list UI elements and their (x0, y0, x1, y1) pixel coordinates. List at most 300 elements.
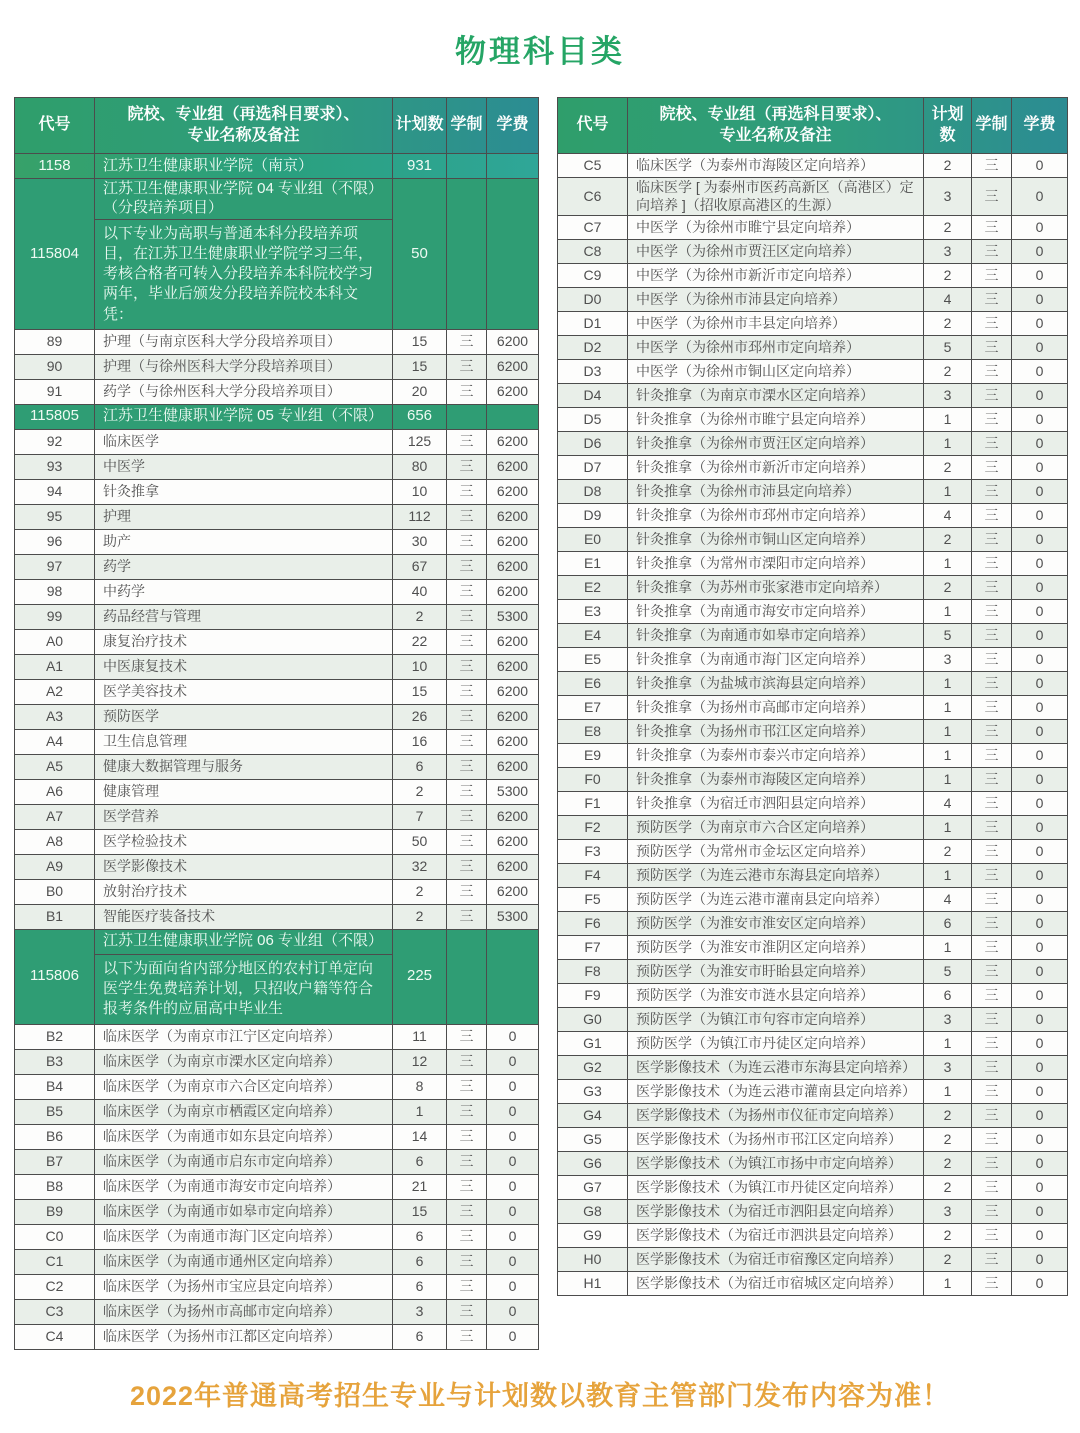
plan-cell: 26 (393, 704, 447, 729)
code-cell: G9 (558, 1224, 628, 1248)
plan-cell: 3 (924, 1008, 972, 1032)
fee-cell: 0 (1012, 840, 1068, 864)
plan-cell: 15 (393, 354, 447, 379)
name-cell: 临床医学（为南京市江宁区定向培养） (95, 1024, 393, 1049)
major-row (15, 1149, 539, 1174)
fee-cell: 0 (1012, 528, 1068, 552)
duration-cell: 三 (972, 480, 1012, 504)
fee-cell: 0 (1012, 744, 1068, 768)
plan-cell: 8 (393, 1074, 447, 1099)
major-row (15, 1024, 539, 1049)
major-row (15, 1299, 539, 1324)
code-cell: 96 (15, 529, 95, 554)
plan-cell: 80 (393, 454, 447, 479)
major-row (558, 288, 1068, 312)
name-cell: 中医学（为徐州市铜山区定向培养） (628, 360, 924, 384)
col-header-fee: 学费 (1012, 98, 1068, 154)
duration-cell: 三 (972, 792, 1012, 816)
major-row (558, 600, 1068, 624)
name-cell: 临床医学（为南通市如皋市定向培养） (95, 1199, 393, 1224)
plan-cell: 4 (924, 888, 972, 912)
fee-cell (487, 179, 539, 330)
name-cell: 临床医学（为南京市溧水区定向培养） (95, 1049, 393, 1074)
plan-cell: 1 (924, 936, 972, 960)
major-row (15, 1174, 539, 1199)
plan-cell: 2 (924, 456, 972, 480)
plan-cell: 3 (924, 648, 972, 672)
name-cell: 预防医学（为淮安市涟水县定向培养） (628, 984, 924, 1008)
fee-cell: 6200 (487, 529, 539, 554)
major-row (558, 1032, 1068, 1056)
fee-cell (487, 154, 539, 179)
code-cell: 98 (15, 579, 95, 604)
fee-cell: 6200 (487, 579, 539, 604)
duration-cell: 三 (972, 816, 1012, 840)
code-cell: C4 (15, 1324, 95, 1349)
duration-cell: 三 (447, 704, 487, 729)
duration-cell: 三 (447, 679, 487, 704)
duration-cell: 三 (972, 1056, 1012, 1080)
fee-cell: 0 (1012, 154, 1068, 178)
name-cell: 医学影像技术（为连云港市东海县定向培养） (628, 1056, 924, 1080)
duration-cell: 三 (972, 552, 1012, 576)
major-row (558, 408, 1068, 432)
name-cell: 针灸推拿（为南通市如皋市定向培养） (628, 624, 924, 648)
fee-cell: 0 (1012, 240, 1068, 264)
major-row (558, 480, 1068, 504)
code-cell: C1 (15, 1249, 95, 1274)
code-cell: D8 (558, 480, 628, 504)
duration-cell: 三 (972, 1128, 1012, 1152)
fee-cell: 5300 (487, 779, 539, 804)
plan-cell: 32 (393, 854, 447, 879)
duration-cell: 三 (972, 960, 1012, 984)
name-cell: 针灸推拿（为苏州市张家港市定向培养） (628, 576, 924, 600)
plan-cell: 3 (924, 240, 972, 264)
duration-cell: 三 (447, 554, 487, 579)
name-cell: 中医康复技术 (95, 654, 393, 679)
name-cell: 护理 (95, 504, 393, 529)
major-row (558, 384, 1068, 408)
fee-cell: 0 (1012, 816, 1068, 840)
plan-cell: 2 (924, 264, 972, 288)
fee-cell: 0 (1012, 984, 1068, 1008)
header-row (558, 98, 1068, 154)
group-row (15, 929, 539, 954)
code-cell: 95 (15, 504, 95, 529)
fee-cell: 0 (487, 1124, 539, 1149)
fee-cell: 6200 (487, 354, 539, 379)
code-cell: B4 (15, 1074, 95, 1099)
fee-cell: 6200 (487, 804, 539, 829)
col-header-plan: 计划数 (393, 98, 447, 154)
duration-cell: 三 (972, 240, 1012, 264)
major-row (558, 432, 1068, 456)
name-cell: 江苏卫生健康职业学院 05 专业组（不限） (95, 404, 393, 429)
fee-cell: 6200 (487, 554, 539, 579)
duration-cell: 三 (972, 840, 1012, 864)
code-cell: G1 (558, 1032, 628, 1056)
name-cell: 针灸推拿（为扬州市邗江区定向培养） (628, 720, 924, 744)
code-cell: E8 (558, 720, 628, 744)
duration-cell: 三 (972, 154, 1012, 178)
code-cell: D6 (558, 432, 628, 456)
col-header-duration: 学制 (447, 98, 487, 154)
fee-cell: 0 (1012, 360, 1068, 384)
name-cell: 医学检验技术 (95, 829, 393, 854)
fee-cell: 0 (1012, 552, 1068, 576)
duration-cell: 三 (447, 1124, 487, 1149)
fee-cell: 0 (1012, 1056, 1068, 1080)
duration-cell: 三 (972, 936, 1012, 960)
code-cell: D9 (558, 504, 628, 528)
plan-cell: 6 (924, 912, 972, 936)
major-row (15, 679, 539, 704)
duration-cell: 三 (972, 384, 1012, 408)
plan-cell: 50 (393, 179, 447, 330)
fee-cell: 0 (1012, 480, 1068, 504)
code-cell: G2 (558, 1056, 628, 1080)
code-cell: F9 (558, 984, 628, 1008)
plan-cell: 2 (393, 879, 447, 904)
major-row (558, 936, 1068, 960)
fee-cell: 6200 (487, 379, 539, 404)
plan-cell: 12 (393, 1049, 447, 1074)
major-row (558, 1104, 1068, 1128)
plan-cell: 2 (924, 840, 972, 864)
major-row (558, 1176, 1068, 1200)
code-cell: F3 (558, 840, 628, 864)
plan-cell: 50 (393, 829, 447, 854)
major-row (558, 888, 1068, 912)
plan-cell: 3 (924, 1056, 972, 1080)
fee-cell: 0 (1012, 384, 1068, 408)
fee-cell: 0 (1012, 648, 1068, 672)
major-row (558, 1248, 1068, 1272)
major-row (15, 779, 539, 804)
duration-cell: 三 (972, 888, 1012, 912)
name-cell: 医学影像技术（为宿迁市泗洪县定向培养） (628, 1224, 924, 1248)
code-cell: E5 (558, 648, 628, 672)
code-cell: A8 (15, 829, 95, 854)
duration-cell: 三 (972, 1248, 1012, 1272)
major-row (15, 504, 539, 529)
duration-cell: 三 (972, 1104, 1012, 1128)
name-cell: 智能医疗装备技术 (95, 904, 393, 929)
duration-cell (447, 154, 487, 179)
col-header-main-line1: 院校、专业组（再选科目要求）、 (127, 105, 360, 123)
code-cell: F1 (558, 792, 628, 816)
name-cell: 医学影像技术（为扬州市仪征市定向培养） (628, 1104, 924, 1128)
major-row (558, 744, 1068, 768)
code-cell: F8 (558, 960, 628, 984)
code-cell: 97 (15, 554, 95, 579)
institution-row (15, 154, 539, 179)
fee-cell: 0 (1012, 504, 1068, 528)
major-row (15, 329, 539, 354)
duration-cell: 三 (972, 1200, 1012, 1224)
duration-cell: 三 (972, 336, 1012, 360)
code-cell: B0 (15, 879, 95, 904)
group-note-cell: 以下专业为高职与普通本科分段培养项目，在江苏卫生健康职业学院学习三年，考核合格者可转入分段培养本科院校学习两年，毕业后颁发分段培养院校本科文凭： (95, 219, 393, 329)
fee-cell: 6200 (487, 629, 539, 654)
plan-cell: 2 (924, 1248, 972, 1272)
major-row (15, 604, 539, 629)
code-cell: B8 (15, 1174, 95, 1199)
major-row (15, 654, 539, 679)
major-row (15, 629, 539, 654)
major-row (558, 672, 1068, 696)
major-row (558, 792, 1068, 816)
fee-cell: 0 (487, 1074, 539, 1099)
major-row (15, 529, 539, 554)
major-row (15, 1224, 539, 1249)
plan-cell: 20 (393, 379, 447, 404)
plan-cell: 14 (393, 1124, 447, 1149)
name-cell: 放射治疗技术 (95, 879, 393, 904)
fee-cell: 0 (487, 1324, 539, 1349)
major-row (15, 554, 539, 579)
major-row (15, 704, 539, 729)
code-cell: D3 (558, 360, 628, 384)
code-cell: H0 (558, 1248, 628, 1272)
fee-cell: 0 (1012, 864, 1068, 888)
major-row (558, 768, 1068, 792)
col-header-code: 代号 (15, 98, 95, 154)
name-cell: 临床医学 (95, 429, 393, 454)
code-cell: E2 (558, 576, 628, 600)
duration-cell: 三 (972, 504, 1012, 528)
fee-cell: 0 (1012, 312, 1068, 336)
plan-cell: 125 (393, 429, 447, 454)
duration-cell: 三 (447, 879, 487, 904)
name-cell: 药品经营与管理 (95, 604, 393, 629)
major-row (558, 312, 1068, 336)
fee-cell: 0 (487, 1199, 539, 1224)
name-cell: 医学影像技术（为镇江市丹徒区定向培养） (628, 1176, 924, 1200)
plan-cell: 1 (924, 1272, 972, 1296)
plan-cell: 1 (924, 744, 972, 768)
plan-cell: 1 (924, 720, 972, 744)
duration-cell: 三 (447, 1149, 487, 1174)
duration-cell: 三 (972, 312, 1012, 336)
duration-cell: 三 (447, 1299, 487, 1324)
name-cell: 预防医学（为镇江市句容市定向培养） (628, 1008, 924, 1032)
code-cell: F5 (558, 888, 628, 912)
major-row (15, 429, 539, 454)
code-cell: B3 (15, 1049, 95, 1074)
fee-cell: 0 (1012, 1128, 1068, 1152)
plan-cell: 2 (924, 576, 972, 600)
group-note-cell: 以下为面向省内部分地区的农村订单定向医学生免费培养计划，只招收户籍等符合报考条件的应届高中毕业生 (95, 954, 393, 1024)
name-cell: 预防医学（为镇江市丹徒区定向培养） (628, 1032, 924, 1056)
major-row (558, 154, 1068, 178)
duration-cell: 三 (972, 1152, 1012, 1176)
plan-cell: 5 (924, 624, 972, 648)
plan-cell: 1 (924, 600, 972, 624)
major-row (15, 1249, 539, 1274)
col-header-fee: 学费 (487, 98, 539, 154)
major-row (15, 1324, 539, 1349)
name-cell: 中医学（为徐州市沛县定向培养） (628, 288, 924, 312)
name-cell: 针灸推拿（为常州市溧阳市定向培养） (628, 552, 924, 576)
code-cell: A1 (15, 654, 95, 679)
name-cell: 针灸推拿（为徐州市贾汪区定向培养） (628, 432, 924, 456)
code-cell: E1 (558, 552, 628, 576)
name-cell: 针灸推拿（为宿迁市泗阳县定向培养） (628, 792, 924, 816)
name-cell: 预防医学（为连云港市东海县定向培养） (628, 864, 924, 888)
major-row (558, 264, 1068, 288)
code-cell: A0 (15, 629, 95, 654)
plan-cell: 3 (924, 1200, 972, 1224)
major-row (15, 379, 539, 404)
duration-cell (447, 404, 487, 429)
duration-cell: 三 (447, 329, 487, 354)
major-row (15, 1124, 539, 1149)
name-cell: 临床医学（为南通市通州区定向培养） (95, 1249, 393, 1274)
fee-cell: 5300 (487, 604, 539, 629)
name-cell: 针灸推拿（为徐州市沛县定向培养） (628, 480, 924, 504)
major-row (558, 240, 1068, 264)
duration-cell: 三 (972, 528, 1012, 552)
name-cell: 医学营养 (95, 804, 393, 829)
plan-cell: 2 (924, 1128, 972, 1152)
fee-cell: 0 (487, 1024, 539, 1049)
col-header-main (628, 98, 924, 154)
plan-cell: 2 (393, 779, 447, 804)
code-cell: B9 (15, 1199, 95, 1224)
code-cell: 115806 (15, 929, 95, 1024)
plan-cell: 10 (393, 479, 447, 504)
name-cell: 医学影像技术 (95, 854, 393, 879)
name-cell: 临床医学（为扬州市江都区定向培养） (95, 1324, 393, 1349)
name-cell: 临床医学（为南京市栖霞区定向培养） (95, 1099, 393, 1124)
duration-cell: 三 (972, 288, 1012, 312)
code-cell: 115804 (15, 179, 95, 330)
plan-cell: 6 (393, 1224, 447, 1249)
major-row (558, 552, 1068, 576)
fee-cell: 0 (487, 1099, 539, 1124)
col-header-main (95, 98, 393, 154)
name-cell: 健康管理 (95, 779, 393, 804)
name-cell: 针灸推拿 (95, 479, 393, 504)
major-row (558, 336, 1068, 360)
code-cell: A4 (15, 729, 95, 754)
major-row (558, 1272, 1068, 1296)
name-cell: 医学影像技术（为连云港市灌南县定向培养） (628, 1080, 924, 1104)
duration-cell: 三 (447, 904, 487, 929)
duration-cell: 三 (447, 1274, 487, 1299)
code-cell: A3 (15, 704, 95, 729)
plan-table-left (14, 97, 539, 1350)
plan-cell: 7 (393, 804, 447, 829)
major-row (15, 729, 539, 754)
code-cell: G5 (558, 1128, 628, 1152)
fee-cell: 0 (1012, 178, 1068, 216)
duration-cell: 三 (447, 1049, 487, 1074)
fee-cell: 0 (1012, 1248, 1068, 1272)
major-row (558, 960, 1068, 984)
major-row (15, 904, 539, 929)
plan-cell: 4 (924, 504, 972, 528)
name-cell: 预防医学（为常州市金坛区定向培养） (628, 840, 924, 864)
fee-cell: 6200 (487, 829, 539, 854)
name-cell: 药学（与徐州医科大学分段培养项目） (95, 379, 393, 404)
major-row (15, 754, 539, 779)
plan-cell: 2 (393, 604, 447, 629)
name-cell: 中医学（为徐州市睢宁县定向培养） (628, 216, 924, 240)
major-row (558, 984, 1068, 1008)
duration-cell: 三 (972, 1176, 1012, 1200)
duration-cell: 三 (972, 456, 1012, 480)
duration-cell: 三 (447, 854, 487, 879)
plan-cell: 4 (924, 288, 972, 312)
major-row (15, 879, 539, 904)
fee-cell: 6200 (487, 729, 539, 754)
major-row (558, 816, 1068, 840)
name-cell: 临床医学（为泰州市海陵区定向培养） (628, 154, 924, 178)
col-header-main-line2: 专业名称及备注 (187, 126, 300, 144)
code-cell: A2 (15, 679, 95, 704)
fee-cell: 0 (1012, 1272, 1068, 1296)
duration-cell: 三 (447, 754, 487, 779)
plan-cell: 2 (924, 312, 972, 336)
plan-cell: 21 (393, 1174, 447, 1199)
group-title-cell: 江苏卫生健康职业学院 06 专业组（不限） (95, 929, 393, 954)
plan-cell: 6 (393, 1249, 447, 1274)
plan-cell: 225 (393, 929, 447, 1024)
plan-cell: 656 (393, 404, 447, 429)
code-cell: A5 (15, 754, 95, 779)
name-cell: 临床医学（为扬州市宝应县定向培养） (95, 1274, 393, 1299)
col-header-main-line1: 院校、专业组（再选科目要求）、 (659, 105, 892, 123)
fee-cell: 0 (1012, 792, 1068, 816)
code-cell: C8 (558, 240, 628, 264)
code-cell: G4 (558, 1104, 628, 1128)
name-cell: 中药学 (95, 579, 393, 604)
fee-cell: 0 (487, 1224, 539, 1249)
code-cell: F6 (558, 912, 628, 936)
plan-cell: 4 (924, 792, 972, 816)
code-cell: F0 (558, 768, 628, 792)
major-row (558, 528, 1068, 552)
duration-cell: 三 (447, 1324, 487, 1349)
major-row (15, 1099, 539, 1124)
major-row (15, 804, 539, 829)
fee-cell: 0 (1012, 672, 1068, 696)
name-cell: 中医学 (95, 454, 393, 479)
fee-cell: 0 (487, 1249, 539, 1274)
plan-cell: 1 (924, 408, 972, 432)
plan-cell: 11 (393, 1024, 447, 1049)
fee-cell (487, 929, 539, 1024)
major-row (15, 579, 539, 604)
duration-cell: 三 (447, 504, 487, 529)
major-row (558, 360, 1068, 384)
duration-cell: 三 (972, 864, 1012, 888)
footer-note: 2022年普通高考招生专业与计划数以教育主管部门发布内容为准！ (129, 1380, 951, 1411)
code-cell: F4 (558, 864, 628, 888)
fee-cell: 0 (1012, 1104, 1068, 1128)
code-cell: C9 (558, 264, 628, 288)
code-cell: G7 (558, 1176, 628, 1200)
plan-cell: 2 (924, 154, 972, 178)
name-cell: 医学影像技术（为扬州市邗江区定向培养） (628, 1128, 924, 1152)
plan-cell: 2 (924, 1104, 972, 1128)
duration-cell: 三 (447, 579, 487, 604)
duration-cell: 三 (447, 1249, 487, 1274)
major-row (558, 624, 1068, 648)
